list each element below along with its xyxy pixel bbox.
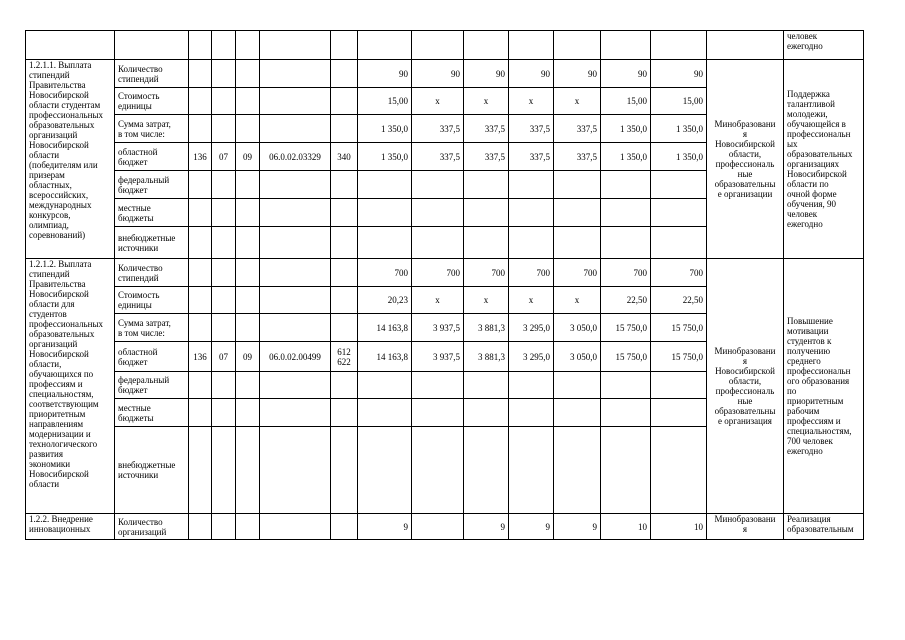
value-cell: 3 295,0 <box>509 314 554 342</box>
indicator-label: внебюджетные источники <box>115 427 189 514</box>
value-cell: x <box>412 88 464 115</box>
value-cell: 9 <box>554 514 601 540</box>
indicator-label: Стоимость единицы <box>115 88 189 115</box>
value-cell: 22,50 <box>601 287 651 314</box>
indicator-label: Количество организаций <box>115 514 189 540</box>
indicator-label: внебюджетные источники <box>115 227 189 259</box>
value-cell: 337,5 <box>412 115 464 143</box>
value-cell: 22,50 <box>651 287 707 314</box>
result-cell: Поддержка талантливой молодежи, обучающейся в профессиональн ых образовательных организациях Новосибирской области по очной форме обучения, 90 человек ежегодно <box>784 60 864 259</box>
result-cell: Повышение мотивации студентов к получению среднего профессиональн ого образования по приоритетным рабочим профессиям и специальностям, 700 человек ежегодно <box>784 259 864 514</box>
indicator-label: Количество стипендий <box>115 259 189 287</box>
value-cell: 337,5 <box>464 143 509 171</box>
value-cell: 1 350,0 <box>651 143 707 171</box>
value-cell: 3 050,0 <box>554 342 601 372</box>
grbs-code: 136 <box>189 342 212 372</box>
value-cell: 10 <box>651 514 707 540</box>
value-cell: x <box>412 287 464 314</box>
grbs-code: 136 <box>189 143 212 171</box>
value-cell: x <box>509 287 554 314</box>
value-cell: 1 350,0 <box>358 115 412 143</box>
activity-name: 1.2.1.2. Выплата стипендий Правительства Новосибирской области для студентов профессиональных образовательных организаций Новосибирской области, обучающихся по профессиям и специальностям, соответствующим приоритетным направлениям модернизации и технологического развития экономики Новосибирской области <box>26 259 115 514</box>
vr-code: 612 622 <box>331 342 358 372</box>
indicator-label: Стоимость единицы <box>115 287 189 314</box>
value-cell: 15 750,0 <box>601 314 651 342</box>
table-row <box>26 60 864 88</box>
value-cell: 90 <box>601 60 651 88</box>
value-cell: 3 881,3 <box>464 342 509 372</box>
value-cell: 700 <box>554 259 601 287</box>
value-cell: 3 881,3 <box>464 314 509 342</box>
value-cell: 1 350,0 <box>601 115 651 143</box>
value-cell: 15,00 <box>358 88 412 115</box>
value-cell: 15,00 <box>601 88 651 115</box>
value-cell: 15,00 <box>651 88 707 115</box>
rz-code: 07 <box>212 143 236 171</box>
value-cell: 15 750,0 <box>651 314 707 342</box>
value-cell: 337,5 <box>554 115 601 143</box>
value-cell: x <box>464 88 509 115</box>
value-cell: 3 937,5 <box>412 314 464 342</box>
value-cell: x <box>554 287 601 314</box>
indicator-label: Сумма затрат, в том числе: <box>115 115 189 143</box>
value-cell: 14 163,8 <box>358 342 412 372</box>
value-cell: 9 <box>464 514 509 540</box>
value-cell: 9 <box>509 514 554 540</box>
value-cell: x <box>554 88 601 115</box>
value-cell: 700 <box>651 259 707 287</box>
value-cell: 10 <box>601 514 651 540</box>
value-cell: 20,23 <box>358 287 412 314</box>
value-cell: 90 <box>464 60 509 88</box>
responsible-cell: Минобразовани я Новосибирской области, профессиональ ные образовательны е организации <box>707 60 784 259</box>
value-cell: 90 <box>358 60 412 88</box>
value-cell: 337,5 <box>412 143 464 171</box>
value-cell: 90 <box>509 60 554 88</box>
result-cell: Реализация образовательным <box>784 514 864 540</box>
value-cell: 337,5 <box>509 115 554 143</box>
result-cell: человек ежегодно <box>784 31 864 60</box>
value-cell: 337,5 <box>509 143 554 171</box>
value-cell: 14 163,8 <box>358 314 412 342</box>
table-row <box>26 31 864 60</box>
value-cell: 15 750,0 <box>601 342 651 372</box>
value-cell: 9 <box>358 514 412 540</box>
value-cell: 1 350,0 <box>601 143 651 171</box>
value-cell: 3 295,0 <box>509 342 554 372</box>
responsible-cell: Минобразовани я Новосибирской области, профессиональ ные образовательны е организация <box>707 259 784 514</box>
value-cell: 1 350,0 <box>358 143 412 171</box>
indicator-label: федеральный бюджет <box>115 372 189 399</box>
rz-code: 07 <box>212 342 236 372</box>
value-cell: x <box>464 287 509 314</box>
csr-code: 06.0.02.03329 <box>260 143 331 171</box>
activity-name: 1.2.1.1. Выплата стипендий Правительства Новосибирской области студентам профессиональных образовательных организаций Новосибирской области (победителям или призерам областных, всероссийских, международных конкурсов, олимпиад, соревнований) <box>26 60 115 259</box>
value-cell: 90 <box>412 60 464 88</box>
value-cell: 3 050,0 <box>554 314 601 342</box>
value-cell: 337,5 <box>464 115 509 143</box>
value-cell: 700 <box>509 259 554 287</box>
program-activities-table <box>25 30 864 540</box>
indicator-label: Количество стипендий <box>115 60 189 88</box>
table-row <box>26 514 864 540</box>
csr-code: 06.0.02.00499 <box>260 342 331 372</box>
value-cell: 700 <box>358 259 412 287</box>
value-cell <box>412 514 464 540</box>
value-cell: x <box>509 88 554 115</box>
table-row <box>26 259 864 287</box>
value-cell: 90 <box>554 60 601 88</box>
indicator-label: местные бюджеты <box>115 399 189 427</box>
value-cell: 15 750,0 <box>651 342 707 372</box>
value-cell: 700 <box>601 259 651 287</box>
activity-name: 1.2.2. Внедрение инновационных <box>26 514 115 540</box>
indicator-label: Сумма затрат, в том числе: <box>115 314 189 342</box>
value-cell: 337,5 <box>554 143 601 171</box>
indicator-label: местные бюджеты <box>115 199 189 227</box>
pr-code: 09 <box>236 342 260 372</box>
responsible-cell: Минобразовани я <box>707 514 784 540</box>
indicator-label: федеральный бюджет <box>115 171 189 199</box>
vr-code: 340 <box>331 143 358 171</box>
indicator-label: областной бюджет <box>115 342 189 372</box>
value-cell: 90 <box>651 60 707 88</box>
value-cell: 700 <box>464 259 509 287</box>
value-cell: 3 937,5 <box>412 342 464 372</box>
pr-code: 09 <box>236 143 260 171</box>
value-cell: 700 <box>412 259 464 287</box>
indicator-label: областной бюджет <box>115 143 189 171</box>
value-cell: 1 350,0 <box>651 115 707 143</box>
